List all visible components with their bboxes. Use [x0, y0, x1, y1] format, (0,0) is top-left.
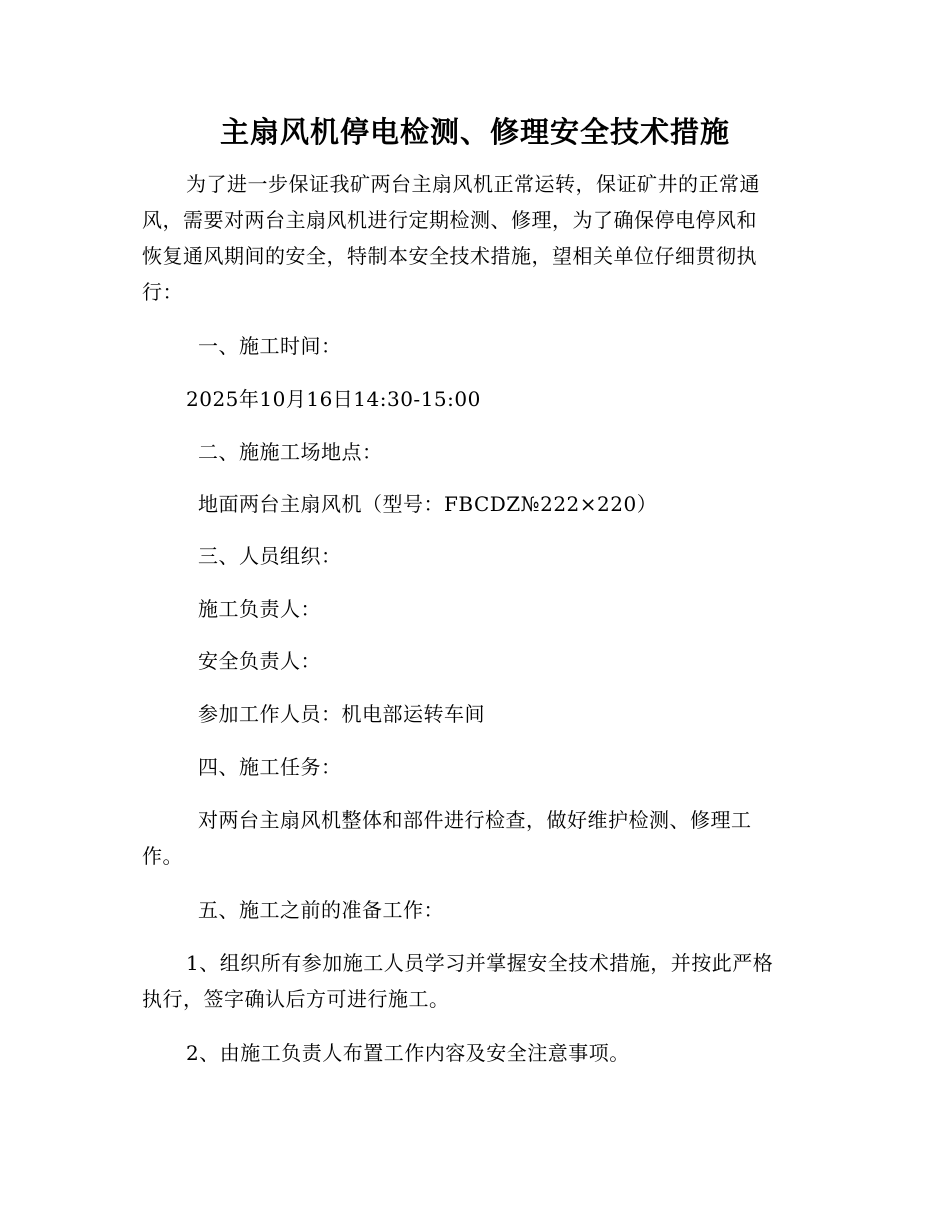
section4-line-1: 对两台主扇风机整体和部件进行检查，做好维护检测、修理工: [198, 808, 752, 832]
section4-body: [142, 802, 808, 874]
intro-line-4: 行：: [142, 280, 183, 304]
section1-body: 2025年10月16日14:30-15:00: [186, 387, 481, 411]
section4-line-2: 作。: [142, 844, 183, 868]
intro-line-1: 为了进一步保证我矿两台主扇风机正常运转，保证矿井的正常通: [186, 172, 760, 196]
safety-lead-label: 安全负责人：: [198, 649, 321, 673]
intro-line-3: 恢复通风期间的安全，特制本安全技术措施，望相关单位仔细贯彻执: [142, 244, 757, 268]
section1-heading: 一、施工时间：: [198, 334, 342, 358]
section3-heading: 三、人员组织：: [198, 544, 342, 568]
section2-heading: 二、施施工场地点：: [198, 440, 383, 464]
intro-paragraph: [142, 166, 808, 310]
section4-heading: 四、施工任务：: [198, 755, 342, 779]
section2-body: 地面两台主扇风机（型号：FBCDZ№222×220）: [198, 492, 658, 516]
section5-item-2: 2、由施工负责人布置工作内容及安全注意事项。: [186, 1041, 630, 1065]
section5-item1-line-1: 1、组织所有参加施工人员学习并掌握安全技术措施，并按此严格: [186, 951, 774, 975]
intro-line-2: 风，需要对两台主扇风机进行定期检测、修理，为了确保停电停风和: [142, 208, 757, 232]
document-title: 主扇风机停电检测、修理安全技术措施: [219, 115, 730, 149]
section5-heading: 五、施工之前的准备工作：: [198, 898, 444, 922]
workers-label: 参加工作人员：机电部运转车间: [198, 702, 485, 726]
construction-lead-label: 施工负责人：: [198, 597, 321, 621]
section5-item1-line-2: 执行，签字确认后方可进行施工。: [142, 987, 450, 1011]
section5-item-1: [142, 945, 808, 1017]
